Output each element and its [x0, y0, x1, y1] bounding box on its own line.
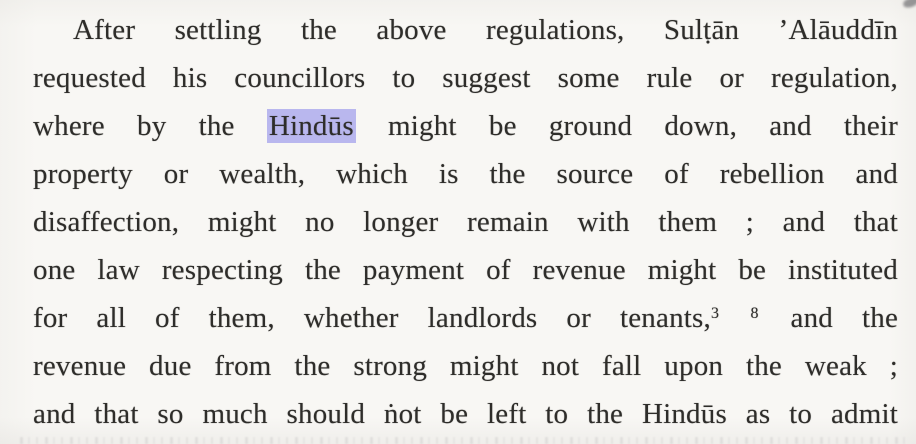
paragraph-line-5: disaffection, might no longer remain with them ; and that: [33, 206, 898, 238]
paragraph-line-7: [33, 294, 898, 342]
paragraph-line-3: [33, 102, 898, 150]
line-3-post-text: might be ground down, and their: [388, 110, 899, 142]
scan-smudge-artifact: [902, 0, 916, 9]
paragraph-line-6: one law respecting the payment of revenue might be instituted: [33, 254, 898, 286]
footnote-marker-38: 3 8: [710, 305, 762, 323]
paragraph-line-1: After settling the above regulations, Sulṭān ’Alāuddīn: [73, 14, 898, 46]
highlighted-search-term[interactable]: Hindūs: [268, 110, 354, 142]
line-7-pre-text: for all of them, whether landlords or tenants,: [33, 302, 711, 334]
line-3-pre-text: where by the: [33, 110, 235, 142]
paragraph-line-9: and that so much should ṅot be left to the Hindūs as to admit: [33, 398, 898, 430]
paragraph-line-4: property or wealth, which is the source of rebellion and: [33, 158, 898, 190]
line-7-post-text: and the: [790, 302, 899, 334]
paragraph-line-8: revenue due from the strong might not fall upon the weak ;: [33, 350, 898, 382]
paragraph-line-2: requested his councillors to suggest some rule or regulation,: [33, 62, 898, 94]
cropped-next-line-artifact: [20, 437, 906, 444]
